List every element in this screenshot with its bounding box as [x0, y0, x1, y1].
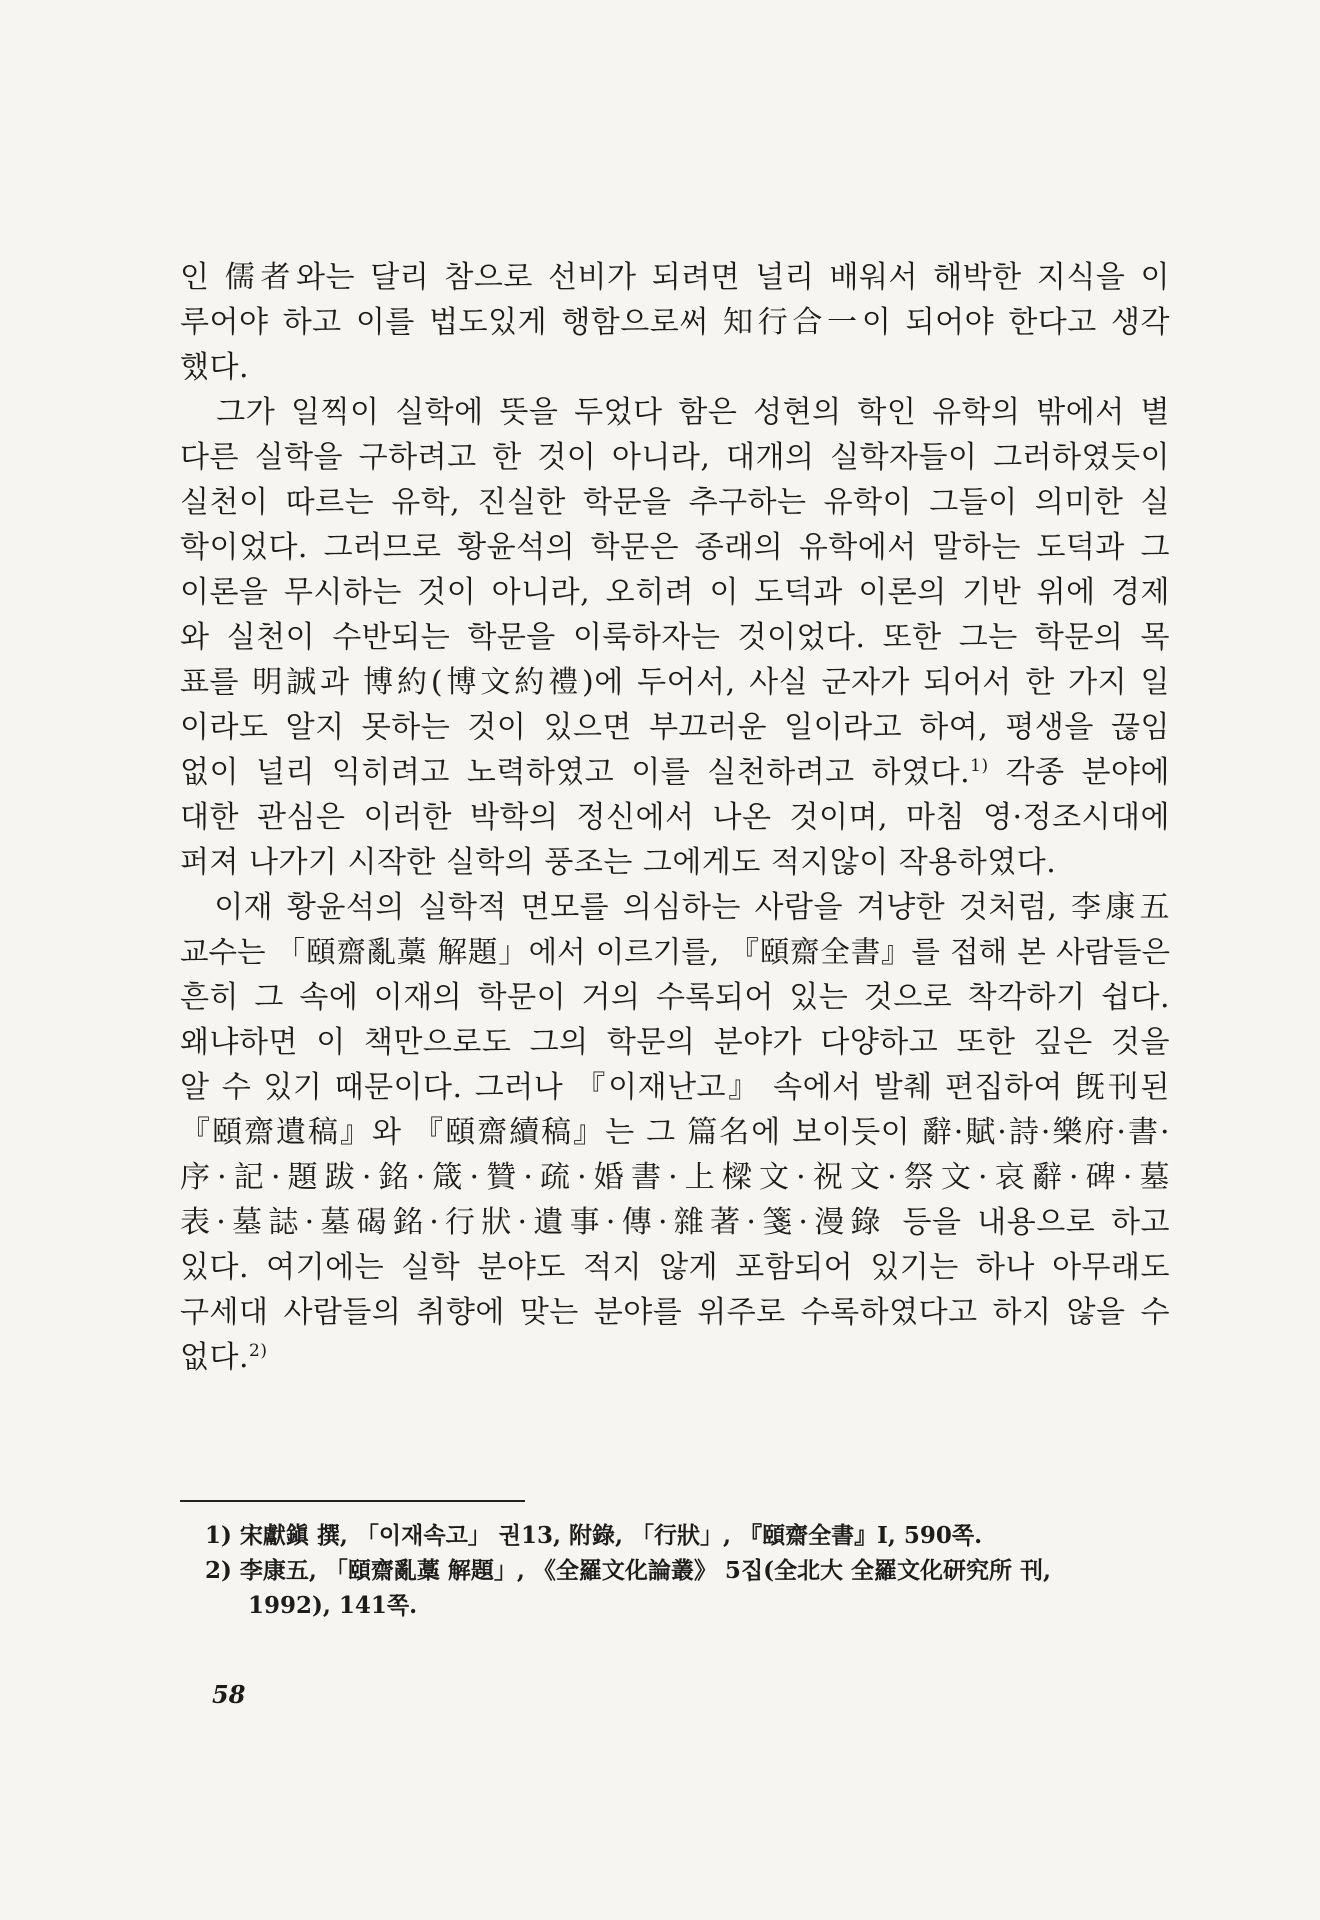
page-number: 58	[212, 1680, 246, 1709]
text-line: 그가 일찍이 실학에 뜻을 두었다 함은 성현의 학인 유학의 밖에서 별	[180, 395, 1170, 430]
text-line: 序·記·題跋·銘·箴·贊·疏·婚書·上樑文·祝文·祭文·哀辭·碑·墓	[180, 1160, 1170, 1195]
text-line: 표를 明誠과 博約(博文約禮)에 두어서, 사실 군자가 되어서 한 가지 일	[180, 665, 1170, 700]
text-line-segment: 없다.	[180, 1340, 249, 1375]
text-line: 교수는 「頤齋亂藁 解題」에서 이르기를, 『頤齋全書』를 접해 본 사람들은	[180, 935, 1170, 969]
text-line: 인 儒者와는 달리 참으로 선비가 되려면 널리 배워서 해박한 지식을 이	[180, 260, 1170, 295]
text-line: 왜냐하면 이 책만으로도 그의 학문의 분야가 다양하고 또한 깊은 것을	[180, 1025, 1170, 1060]
text-line: 『頤齋遺稿』와 『頤齋續稿』는 그 篇名에 보이듯이 辭·賦·詩·樂府·書·	[180, 1115, 1170, 1150]
text-line: 퍼져 나가기 시작한 실학의 풍조는 그에게도 적지않이 작용하였다.	[180, 845, 1057, 880]
text-line: 와 실천이 수반되는 학문을 이룩하자는 것이었다. 또한 그는 학문의 목	[180, 620, 1170, 655]
footnote-2-continued: 1992), 141쪽.	[248, 1592, 418, 1619]
footnote-divider	[180, 1500, 525, 1502]
text-line: 했다.	[180, 350, 249, 385]
text-line: 루어야 하고 이를 법도있게 행함으로써 知行合一이 되어야 한다고 생각	[180, 305, 1170, 340]
text-line-segment: 없이 널리 익히려고 노력하였고 이를 실천하려고 하였다.	[180, 755, 971, 790]
text-line: 다른 실학을 구하려고 한 것이 아니라, 대개의 실학자들이 그러하였듯이	[180, 440, 1170, 475]
text-line: 학이었다. 그러므로 황윤석의 학문은 종래의 유학에서 말하는 도덕과 그	[180, 530, 1170, 565]
footnote-2: 2) 李康五, 「頤齋亂藁 解題」, 《全羅文化論叢》 5집(全北大 全羅文化研究所 刊,	[205, 1557, 1052, 1584]
text-line: 구세대 사람들의 취향에 맞는 분야를 위주로 수록하였다고 하지 않을 수	[180, 1295, 1170, 1330]
text-line: 실천이 따르는 유학, 진실한 학문을 추구하는 유학이 그들이 의미한 실	[180, 485, 1170, 520]
text-line: 이라도 알지 못하는 것이 있으면 부끄러운 일이라고 하여, 평생을 끊임	[180, 710, 1170, 745]
body-text	[180, 255, 1170, 1380]
footnotes	[205, 1518, 1170, 1623]
text-line: 表·墓誌·墓碣銘·行狀·遺事·傳·雜著·箋·漫錄 등을 내용으로 하고	[180, 1205, 1170, 1240]
text-line: 대한 관심은 이러한 박학의 정신에서 나온 것이며, 마침 영·정조시대에	[180, 800, 1170, 835]
text-line: 흔히 그 속에 이재의 학문이 거의 수록되어 있는 것으로 착각하기 쉽다.	[180, 980, 1170, 1015]
text-line: 이재 황윤석의 실학적 면모를 의심하는 사람을 겨냥한 것처럼, 李康五	[180, 890, 1170, 925]
text-line	[180, 750, 1170, 795]
text-line	[180, 1335, 1170, 1380]
footnote-marker: 1)	[970, 756, 989, 776]
text-line: 있다. 여기에는 실학 분야도 적지 않게 포함되어 있기는 하나 아무래도	[180, 1250, 1170, 1285]
text-line-segment: 각종 분야에	[988, 755, 1170, 790]
text-line: 알 수 있기 때문이다. 그러나 『이재난고』 속에서 발췌 편집하여 旣刊된	[180, 1070, 1170, 1105]
footnote-marker: 2)	[249, 1341, 268, 1361]
footnote-1: 1) 宋獻鎭 撰, 「이재속고」 권13, 附錄, 「行狀」, 『頤齋全書』Ⅰ, 590쪽.	[205, 1522, 983, 1549]
text-line: 이론을 무시하는 것이 아니라, 오히려 이 도덕과 이론의 기반 위에 경제	[180, 575, 1170, 610]
